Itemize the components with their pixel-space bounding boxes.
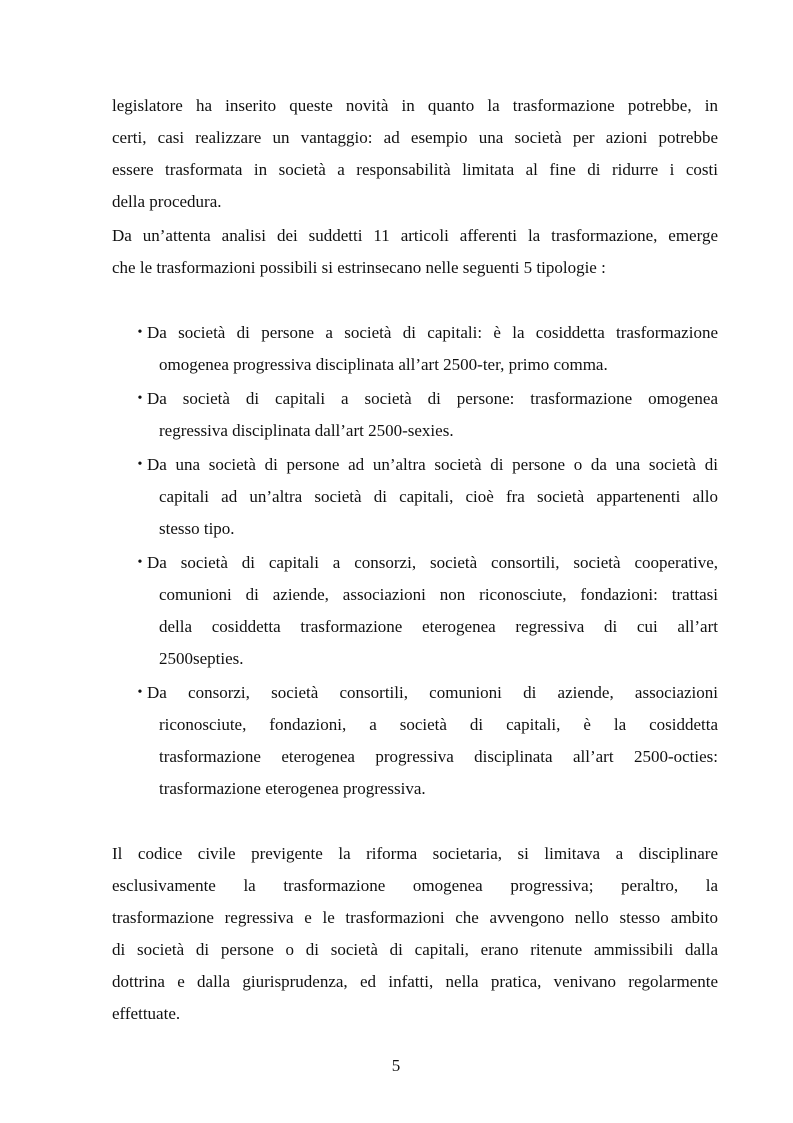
bullet-icon: • xyxy=(137,391,143,406)
list-item-line: riconosciute, fondazioni, a società di capitali, è la cosiddetta xyxy=(159,715,718,734)
list-item-line: trasformazione eterogenea progressiva disciplinata all’art 2500-octies: xyxy=(159,747,718,766)
list-item-line: Da consorzi, società consortili, comunioni di aziende, associazioni xyxy=(147,683,718,702)
body-text-line: certi, casi realizzare un vantaggio: ad esempio una società per azioni potrebbe xyxy=(112,128,718,147)
page-number: 5 xyxy=(391,1056,401,1075)
body-text-line: effettuate. xyxy=(112,1004,181,1023)
list-item-line: Da società di capitali a società di persone: trasformazione omogenea xyxy=(147,389,718,408)
body-text-line: che le trasformazioni possibili si estrinsecano nelle seguenti 5 tipologie : xyxy=(112,258,606,277)
body-text-line: trasformazione regressiva e le trasformazioni che avvengono nello stesso ambito xyxy=(112,908,718,927)
list-item-line: della cosiddetta trasformazione eterogenea regressiva di cui all’art xyxy=(159,617,718,636)
body-text-line: dottrina e dalla giurisprudenza, ed infatti, nella pratica, venivano regolarmente xyxy=(112,972,718,991)
body-text-line: di società di persone o di società di capitali, erano ritenute ammissibili dalla xyxy=(112,940,718,959)
body-text-line: Da un’attenta analisi dei suddetti 11 articoli afferenti la trasformazione, emerge xyxy=(112,226,718,245)
list-item-line: regressiva disciplinata dall’art 2500-sexies. xyxy=(159,421,454,440)
list-item-line: Da una società di persone ad un’altra società di persone o da una società di xyxy=(147,455,718,474)
body-text-line: esclusivamente la trasformazione omogenea progressiva; peraltro, la xyxy=(112,876,718,895)
list-item-line: Da società di capitali a consorzi, società consortili, società cooperative, xyxy=(147,553,718,572)
list-item-line: capitali ad un’altra società di capitali, cioè fra società appartenenti allo xyxy=(159,487,718,506)
body-text-line: della procedura. xyxy=(112,192,222,211)
list-item-line: omogenea progressiva disciplinata all’art 2500-ter, primo comma. xyxy=(159,355,608,374)
bullet-icon: • xyxy=(137,325,143,340)
bullet-icon: • xyxy=(137,555,143,570)
body-text-line: legislatore ha inserito queste novità in quanto la trasformazione potrebbe, in xyxy=(112,96,718,115)
list-item-line: Da società di persone a società di capitali: è la cosiddetta trasformazione xyxy=(147,323,718,342)
body-text-line: Il codice civile previgente la riforma societaria, si limitava a disciplinare xyxy=(112,844,718,863)
list-item-line: 2500septies. xyxy=(159,649,244,668)
bullet-icon: • xyxy=(137,457,143,472)
bullet-icon: • xyxy=(137,685,143,700)
body-text-line: essere trasformata in società a responsabilità limitata al fine di ridurre i costi xyxy=(112,160,718,179)
list-item-line: stesso tipo. xyxy=(159,519,235,538)
list-item-line: trasformazione eterogenea progressiva. xyxy=(159,779,426,798)
list-item-line: comunioni di aziende, associazioni non riconosciute, fondazioni: trattasi xyxy=(159,585,718,604)
